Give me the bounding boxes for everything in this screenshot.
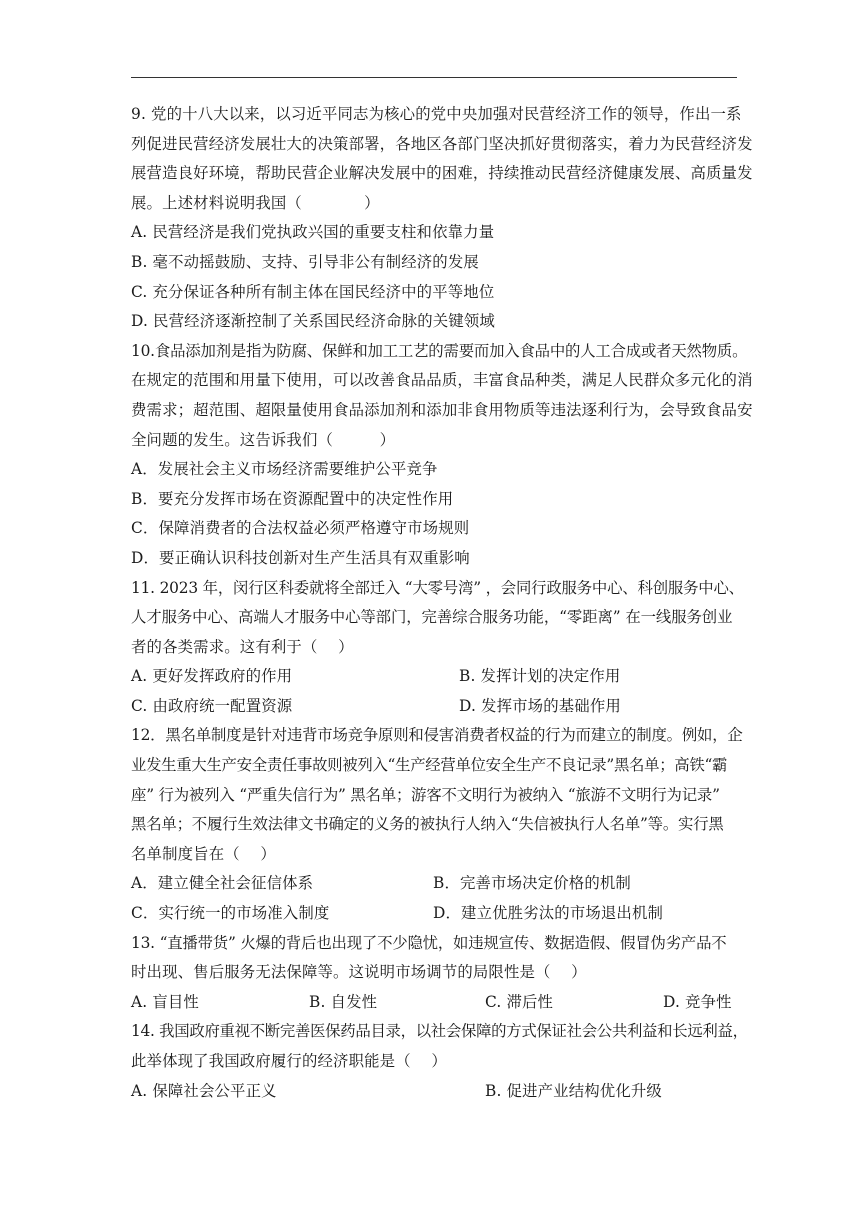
options-row [131,988,737,1018]
option-c: C．实行统一的市场准入制度 [131,904,330,923]
question-stem-line: 者的各类需求。这有利于（ ） [131,637,354,656]
question-stem-line: 12．黑名单制度是针对违背市场竞争原则和侵害消费者权益的行为而建立的制度。例如，企 [131,726,743,745]
option-b: B. 自发性 [309,992,378,1011]
option-d: D．要正确认识科技创新对生产生活具有双重影响 [131,548,470,567]
question-stem-line: 在规定的范围和用量下使用，可以改善食品品质，丰富食品种类，满足人民群众多元化的消 [131,371,753,390]
question-stem-line: 此举体现了我国政府履行的经济职能是（ ） [131,1052,447,1070]
question-12 [131,721,743,928]
option-a: A. 更好发挥政府的作用 [131,667,293,686]
question-stem-line: 13. “直播带货” 火爆的背后也出现了不少隐忧，如违规宣传、数据造假、假冒伪劣产品不 [131,933,727,952]
option-a: A. 保障社会公平正义 [131,1081,277,1100]
question-stem-line: 业发生重大生产安全责任事故则被列入“生产经营单位安全生产不良记录”黑名单；高铁“霸 [131,756,728,775]
option-c: C．保障消费者的合法权益必须严格遵守市场规则 [131,519,470,538]
option-a: A．发展社会主义市场经济需要维护公平竞争 [131,460,438,479]
option-b: B. 促进产业结构优化升级 [485,1081,662,1100]
question-10 [131,337,753,574]
question-9 [131,100,753,337]
option-a: A. 民营经济是我们党执政兴国的重要支柱和依靠力量 [131,223,495,242]
question-stem-line: 列促进民营经济发展壮大的决策部署，各地区各部门坚决抓好贯彻落实，着力为民营经济发 [131,134,753,153]
option-d: D. 竞争性 [663,992,732,1011]
question-stem-line: 黑名单；不履行生效法律文书确定的义务的被执行人纳入“失信被执行人名单”等。实行黑 [131,815,724,834]
question-stem-line: 11. 2023 年，闵行区科委就将全部迁入 “大零号湾” ，会同行政服务中心、科创服务中心、 [131,578,744,597]
question-11 [131,574,744,722]
exam-page [131,100,753,1106]
question-stem-line: 费需求；超范围、超限量使用食品添加剂和添加非食用物质等违法逐利行为，会导致食品安 [131,400,753,419]
question-stem-line: 14. 我国政府重视不断完善医保药品目录，以社会保障的方式保证社会公共利益和长远利益， [131,1022,748,1041]
option-c: C. 由政府统一配置资源 [131,696,293,715]
option-d: D. 发挥市场的基础作用 [459,696,621,715]
header-rule [131,77,737,78]
question-14 [131,1017,748,1106]
option-b: B. 毫不动摇鼓励、支持、引导非公有制经济的发展 [131,252,479,271]
options-row [131,869,737,899]
options-row [131,692,737,722]
question-stem-line: 座” 行为被列入 “严重失信行为” 黑名单；游客不文明行为被纳入 “旅游不文明行为记录” [131,785,720,804]
options-row [131,899,737,929]
question-stem-line: 展。上述材料说明我国（ ） [131,193,380,212]
option-b: B. 发挥计划的决定作用 [459,667,621,686]
question-stem-line: 名单制度旨在（ ） [131,844,276,863]
option-d: D．建立优胜劣汰的市场退出机制 [433,904,664,923]
option-b: B．完善市场决定价格的机制 [433,874,631,893]
option-b: B．要充分发挥市场在资源配置中的决定性作用 [131,489,454,508]
option-c: C. 滞后性 [485,992,554,1011]
option-c: C. 充分保证各种所有制主体在国民经济中的平等地位 [131,282,495,301]
options-row [131,1077,737,1107]
question-stem-line: 展营造良好环境，帮助民营企业解决发展中的困难，持续推动民营经济健康发展、高质量发 [131,164,753,183]
question-stem-line: 9. 党的十八大以来，以习近平同志为核心的党中央加强对民营经济工作的领导，作出一系 [131,105,742,123]
option-d: D. 民营经济逐渐控制了关系国民经济命脉的关键领域 [131,312,495,331]
question-13 [131,929,737,1018]
question-stem-line: 全问题的发生。这告诉我们（ ） [131,430,396,449]
question-stem-line: 10.食品添加剂是指为防腐、保鲜和加工工艺的需要而加入食品中的人工合成或者天然物质。 [131,341,748,360]
option-a: A．建立健全社会征信体系 [131,874,314,893]
question-stem-line: 时出现、售后服务无法保障等。这说明市场调节的局限性是（ ） [131,963,587,982]
question-stem-line: 人才服务中心、高端人才服务中心等部门，完善综合服务功能，“零距离” 在一线服务创业 [131,608,733,627]
option-a: A. 盲目性 [131,992,199,1011]
options-row [131,662,737,692]
